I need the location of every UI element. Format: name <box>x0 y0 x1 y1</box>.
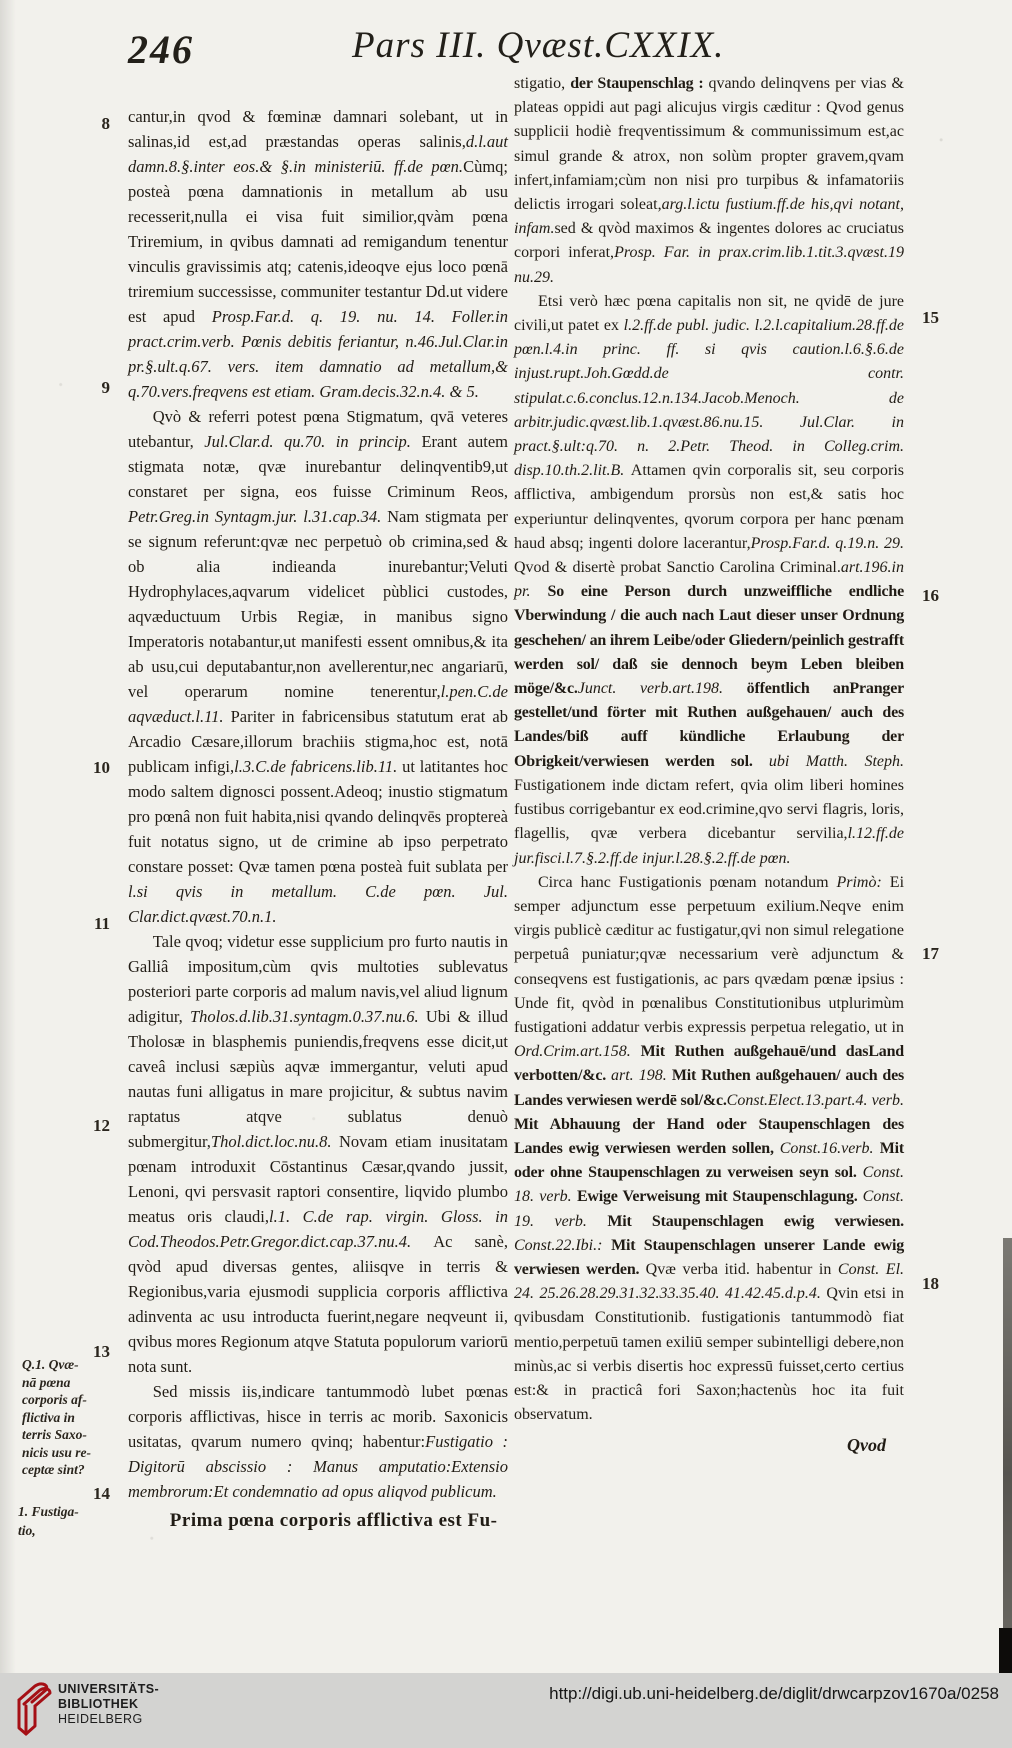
running-title: Pars III. Qvæst.CXXIX. <box>352 25 725 66</box>
margin-number: 9 <box>101 378 110 397</box>
gloss-line: nicis usu re- <box>22 1444 92 1460</box>
marginal-gloss-question <box>22 1356 118 1479</box>
margin-number: 18 <box>922 1274 939 1293</box>
scan-edge-artifact <box>1003 1238 1012 1630</box>
page-number: 246 <box>128 27 194 72</box>
gloss-line: tio, <box>18 1523 36 1538</box>
paragraph: Qvò & referri potest pœna Stigmatum, qvā veteres utebantur, Jul.Clar.d. qu.70. in princip. Erant autem stigmata notæ, qvæ inurebantur delinqventib9,ut constaret per signa, eos fuisse Criminum Reos, Petr.Greg.in Syntagm.jur. l.31.cap.34. Nam stigmata per se signum referunt:qvæ nec perpetuò ob crimina,sed & ob alia indieanda inurebantur;Veluti Hydrophylaces,aqvarum videlicet pùblici custodes, aqvæductuum Urbis Regiæ, in manibus signo Imperatoris notabantur,ut manifesti essent omnibus,& ita ab usu,cui deputabantur,non avellerentur,nec angariarū, vel operarum nomine tenerentur,l.pen.C.de aqvæduct.l.11. Pariter in fabricensibus statutum erat ab Arcadio Cæsare,illorum brachiis stigma,hoc est, notā publicam infigi,l.3.C.de fabricens.lib.11. ut latitantes hoc modo saltem dignosci possent.Adeoq; inustio stigmatum pro pœnâ non fuit habita,nisi qvando delinqvēs proptereà fuit notatus signo, ut de crimine ab ipso perpetrato constare posset: Qvæ tamen pœna posteà fuit sublata per l.si qvis in metallum. C.de pœn. Jul. Clar.dict.qvæst.70.n.1. <box>128 407 509 926</box>
margin-number: 14 <box>93 1484 110 1503</box>
gloss-line: ceptæ sint? <box>22 1462 85 1477</box>
text-column-left <box>128 104 508 1533</box>
library-name-line: HEIDELBERG <box>58 1712 143 1726</box>
gloss-line: Q.1. Qvæ- <box>22 1357 79 1372</box>
marginal-gloss-note <box>18 1502 114 1540</box>
ub-heidelberg-logo-icon <box>13 1681 53 1739</box>
catchword: Qvod <box>847 1435 886 1456</box>
paragraph: Etsi verò hæc pœna capitalis non sit, ne qvidē de jure civili,ut patet ex l.2.ff.de publ. judic. l.2.l.capitalium.28.ff.de pœn.l.4.in princ. ff. si qvis caution.l.6.§.6.de injust.rupt.Joh.Gœdd.de contr. stipulat.c.6.conclus.12.n.134.Jacob.Menoch. de arbitr.judic.qvæst.lib.1.qvæst.86.nu.15. Jul.Clar. in pract.§.ult:q.70. n. 2.Petr. Theod. in Colleg.crim. disp.10.th.2.lit.B. Attamen qvin corporalis sit, seu corporis afflictiva, ambigendum prorsùs non est,& satis hoc experiuntur delinqventes, qvorum corpora per hanc pœnam haud absq; ingenti dolore lacerantur,Prosp.Far.d. q.19.n. 29. Qvod & disertè probat Sanctio Carolina Criminal.art.196.in pr. So eine Person durch unzweiffliche endliche Vberwindung / die auch nach Laut dieser unser Ordnung geschehen/ an ihrem Leibe/oder Gliedern/peinlich gestrafft werden sol/ daß sie dennoch beym Leben bleiben möge/&c.Junct. verb.art.198. öffentlich anPranger gestellet/und förter mit Ruthen außgehauen/ auch des Landes/biß auff kündliche Erlaubung der Obrigkeit/verwiesen werden sol. ubi Matth. Steph. Fustigationem inde dictam refert, qvia olim liberi homines fustibus corrigebantur ex eod.crimine,qvo servi flagris, loris, flagellis, qvæ verbera dicebantur servilia,l.12.ff.de jur.fisci.l.7.§.2.ff.de injur.l.28.§.2.ff.de pœn. <box>514 292 904 867</box>
paragraph: Circa hanc Fustigationis pœnam notandum Primò: Ei semper adjunctum esse perpetuum exilium.Neqve enim virgis publicè cæditur ac fustigatur,qvi non simul relegatione perpetuâ puniatur;qvæ necessarium verè adjunctum & conseqvens est fustigationis, ac pars qvædam pœnæ ipsius : Unde fit, qvòd in pœnalibus Constitutionibus utplurimùm fustigationi addatur verbis expressis perpetua relegatio, ut in Ord.Crim.art.158. Mit Ruthen außgehauē/und dasLand verbotten/&c. art. 198. Mit Ruthen außgehauen/ auch des Landes verwiesen werdē sol/&c.Const.Elect.13.part.4. verb. Mit Abhauung der Hand oder Staupenschlagen des Landes ewig verwiesen werden sollen, Const.16.verb. Mit oder ohne Staupenschlagen zu verweisen seyn sol. Const. 18. verb. Ewige Verweisung mit Staupenschlagung. Const. 19. verb. Mit Staupenschlagen ewig verwiesen. Const.22.Ibi.: Mit Staupenschlagen unserer Lande ewig verwiesen werden. Qvæ verba itid. habentur in Const. El. 24. 25.26.28.29.31.32.33.35.40. 41.42.45.d.p.4. Qvin etsi in qvibusdam Constitutionib. fustigationis tantummodò fiat mentio,perpetuū tamen exiliū semper subintelligi debere,non minùs,ac si verbis disertis hoc expressū fuisset,certo certius est:& in practicâ fori Saxon;hactenùs hoc ita fuit observatum. <box>514 873 905 1424</box>
margin-number: 11 <box>93 914 110 933</box>
paragraph: cantur,in qvod & fœminæ damnari solebant, ut in salinas,id est,ad præstandas operas salinis,d.l.aut damn.8.§.inter eos.& §.in ministeriū. ff.de pœn.Cùmq; posteà pœna damnationis in metallum ab usu recesserit,nulla ei visa fuit similior,qvàm pœna Triremium, in qvibus damnati ad remigandum tenentur vinculis gravissimis atq; catenis,ideoqve ejus loco pœnā triremium successisse, communiter testantur Dd.ut videre est apud Prosp.Far.d. q. 19. nu. 14. Foller.in pract.crim.verb. Pœnis debitis feriantur, n.46.Jul.Clar.in pr.§.ult.q.67. vers. item damnatio ad metallum,& q.70.vers.freqvens est etiam. Gram.decis.32.n.4. & 5. <box>128 107 509 401</box>
paragraph: Tale qvoq; videtur esse supplicium pro furto nautis in Galliâ impositum,cùm qvis multoties sublevatus posteriori parte corporis ad malum navis,vel aliud lignum adigitur, Tholos.d.lib.31.syntagm.0.37.nu.6. Ubi & illud Tholosæ in blasphemis puniendis,freqvens esse dicit,ut caveâ inclusi sæpiùs aqvæ immergantur, veluti apud nautas funi alligatus in mare projicitur, & subtus navim raptatus atqve sublatus denuò submergitur,Thol.dict.loc.nu.8. Novam etiam inusitatam pœnam introduxit Cōstantinus Cæsar,qvando jussit, Lenoni, qvi persvasit raptori consentire, liqvido plumbo meatus oris claudi,l.1. C.de rap. virgin. Gloss. in Cod.Theodos.Petr.Gregor.dict.cap.37.nu.4. Ac sanè, qvòd apud diversas gentes, aliisqve in terris & Regionibus,varia ejusmodi supplicia corporis afflictiva adinventa ac usu introducta fuerint,negare neqveunt ii, qvibus mores Regionum atqve Statuta populorum variorū nota sunt. <box>128 932 508 1376</box>
scan-corner-artifact <box>999 1628 1012 1673</box>
library-footer-bar <box>0 1673 1012 1748</box>
paragraph: stigatio, der Staupenschlag : qvando delinqvens per vias & plateas oppidi aut pagi alicujus virgis cæditur : Qvod genus supplicii hodiè freqventissimum & communissimum est,ac simul grande & atrox, non solùm propter gravem,qvam infert,infamiam;cùm non nisi pro turpibus & infamatoriis delictis irrogari soleat,arg.l.ictu fustium.ff.de his,qvi notant, infam.sed & qvòd maximos & ingentes dolores ac cruciatus corpori inferat,Prosp. Far. in prax.crim.lib.1.tit.3.qvæst.19 nu.29. <box>514 75 904 286</box>
margin-number: 13 <box>93 1342 110 1361</box>
gloss-line: nā pœna <box>22 1374 71 1390</box>
margin-number: 16 <box>922 586 939 605</box>
paragraph: Prima pœna corporis afflictiva est Fu- <box>169 1510 498 1531</box>
gloss-line: terris Saxo- <box>22 1427 87 1442</box>
margin-number: 17 <box>922 944 939 963</box>
scan-left-shadow <box>0 0 16 1673</box>
library-name-line: BIBLIOTHEK <box>58 1697 139 1711</box>
gloss-line: 1. Fustiga- <box>18 1504 79 1519</box>
margin-number: 10 <box>93 758 110 777</box>
library-name <box>58 1682 159 1727</box>
gloss-line: corporis af- <box>22 1392 87 1407</box>
gloss-line: flictiva in <box>22 1409 75 1425</box>
source-url: http://digi.ub.uni-heidelberg.de/diglit/drwcarpzov1670a/0258 <box>549 1684 999 1703</box>
paragraph: Sed missis iis,indicare tantummodò lubet pœnas corporis afflictivas, hisce in terris ac morib. Saxonicis usitatas, qvarum numero qvinq; habentur:Fustigatio : Digitorū abscissio : Manus amputatio:Extensio membrorum:Et condemnatio ad opus aliqvod publicum. <box>128 1382 508 1501</box>
library-name-line: UNIVERSITÄTS- <box>58 1682 160 1696</box>
margin-number: 15 <box>922 308 939 327</box>
margin-number: 8 <box>101 114 110 133</box>
margin-number: 12 <box>93 1116 110 1135</box>
text-column-right <box>514 72 904 1458</box>
